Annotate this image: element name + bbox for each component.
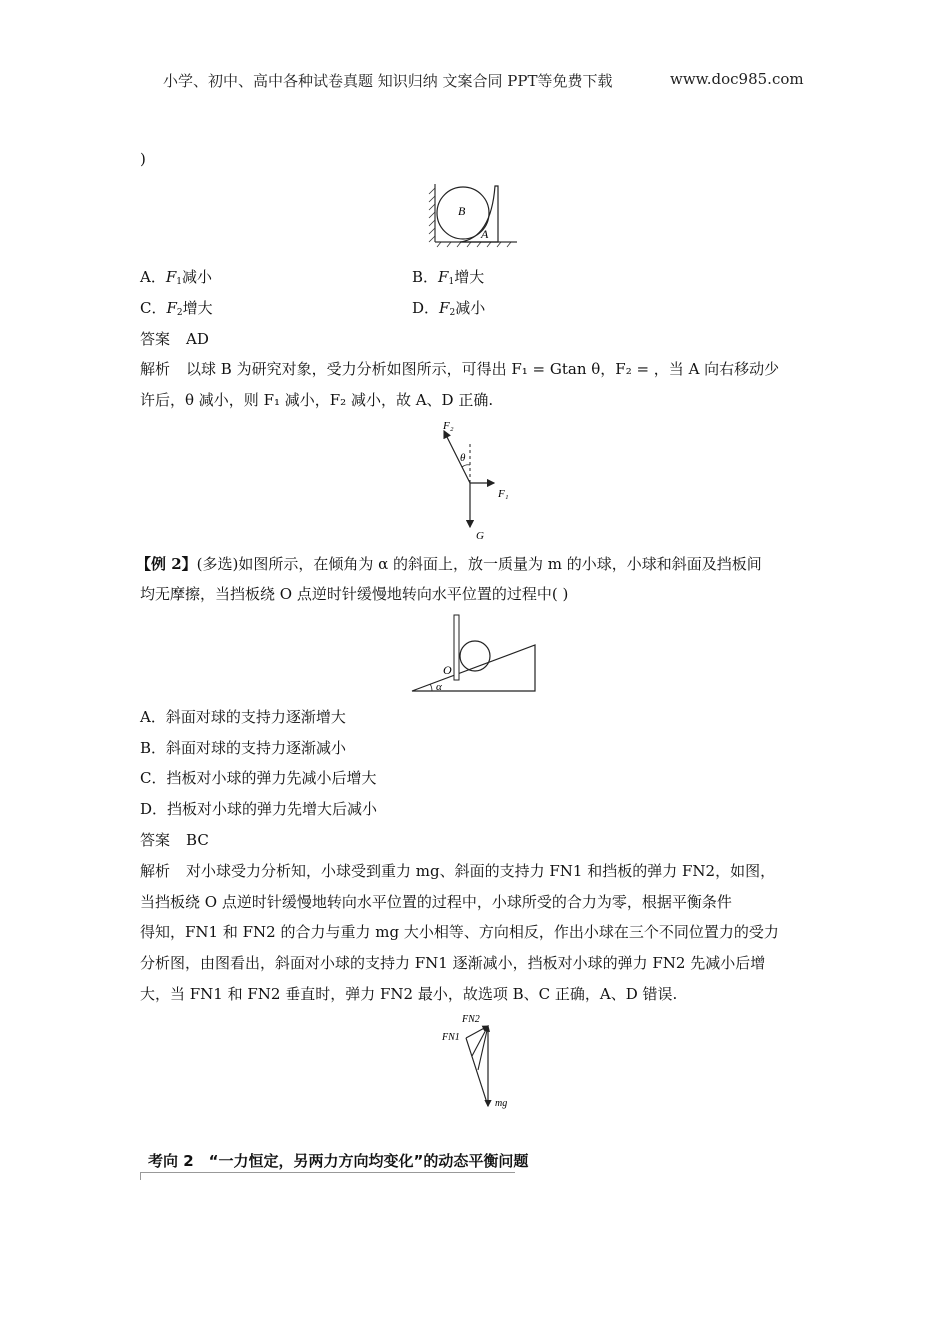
answer-1: [140, 328, 209, 349]
fn1-line: [466, 1038, 488, 1106]
ball-shape: [460, 641, 490, 671]
f1-label: F₁: [498, 488, 509, 500]
example-tag: 【例 2】: [136, 555, 197, 573]
option-c[interactable]: C．$F_2$增大: [140, 299, 213, 318]
theta-label: θ: [460, 452, 466, 464]
fn2-label: FN2: [462, 1014, 480, 1025]
question2-stem-line2: 均无摩擦，当挡板绕 O 点逆时针缓慢地转向水平位置的过程中( ): [140, 585, 569, 603]
figure-force-triangle: [440, 1010, 530, 1110]
fn2-arrow-3: [478, 1026, 488, 1070]
fn1-label: FN1: [442, 1032, 460, 1043]
option-d[interactable]: D．$F_2$减小: [412, 299, 486, 318]
option-b[interactable]: B．$F_1$增大: [412, 268, 485, 287]
option-2b[interactable]: B．斜面对球的支持力逐渐减小: [140, 739, 347, 757]
g-label: G: [476, 530, 484, 542]
analysis-2-line3: 得知，FN1 和 FN2 的合力与重力 mg 大小相等、方向相反，作出小球在三个不同位置力的受力: [140, 923, 779, 941]
option-2d[interactable]: D．挡板对小球的弹力先增大后减小: [140, 800, 378, 818]
f2-arrow: [444, 431, 470, 483]
answer-label: 答案: [140, 831, 171, 849]
question2-stem-line1: 【例 2】(多选)如图所示，在倾角为 α 的斜面上，放一质量为 m 的小球，小球和斜面及挡板间: [136, 555, 762, 573]
analysis-1-line2: 许后，θ 减小，则 F₁ 减小，F₂ 减小，故 A、D 正确.: [140, 391, 494, 409]
analysis-2-line5: 大，当 FN1 和 FN2 垂直时，弹力 FN2 最小，故选项 B、C 正确，A、D 错误.: [140, 985, 678, 1003]
mg-label: mg: [495, 1098, 508, 1109]
f2-label: F₂: [443, 420, 454, 432]
answer-value: AD: [186, 330, 209, 348]
analysis-2-line1: 解析 对小球受力分析知，小球受到重力 mg、斜面的支持力 FN1 和挡板的弹力 FN2，如图，: [140, 862, 776, 880]
question1-stem-tail: ): [140, 150, 146, 168]
page-header-left: 小学、初中、高中各种试卷真题 知识归纳 文案合同 PPT等免费下载: [163, 72, 613, 90]
section-heading: 考向 2 “一力恒定，另两力方向均变化”的动态平衡问题: [148, 1152, 529, 1170]
section-corner: [140, 1172, 141, 1180]
section-underline: [140, 1172, 515, 1173]
page-header-url[interactable]: www.doc985.com: [670, 70, 804, 88]
alpha-arc: [430, 684, 432, 691]
board-shape: [454, 615, 459, 680]
pivot-o-label: O: [443, 663, 452, 677]
option-2c[interactable]: C．挡板对小球的弹力先减小后增大: [140, 769, 377, 787]
ball-b-label: B: [458, 204, 466, 218]
analysis-1-line1: 解析 以球 B 为研究对象，受力分析如图所示，可得出 F₁ = Gtan θ，F₂ = ，当 A 向右移动少: [140, 360, 780, 378]
answer-label: 答案: [140, 330, 171, 348]
figure-incline: [410, 612, 540, 694]
block-a-label: A: [481, 227, 489, 241]
analysis-2-line2: 当挡板绕 O 点逆时针缓慢地转向水平位置的过程中，小球所受的合力为零，根据平衡条件: [140, 893, 732, 911]
figure-force-diagram-1: [430, 415, 530, 543]
analysis-2-line4: 分析图，由图看出，斜面对小球的支持力 FN1 逐渐减小，挡板对小球的弹力 FN2 先减小后增: [140, 954, 766, 972]
answer-2: [140, 829, 209, 850]
alpha-label: α: [436, 681, 442, 693]
option-2a[interactable]: A．斜面对球的支持力逐渐增大: [140, 708, 346, 726]
option-a[interactable]: A．$F_1$减小: [140, 268, 213, 287]
answer-value: BC: [186, 831, 209, 849]
figure-ball-block: [425, 180, 520, 248]
theta-arc: [462, 465, 470, 467]
